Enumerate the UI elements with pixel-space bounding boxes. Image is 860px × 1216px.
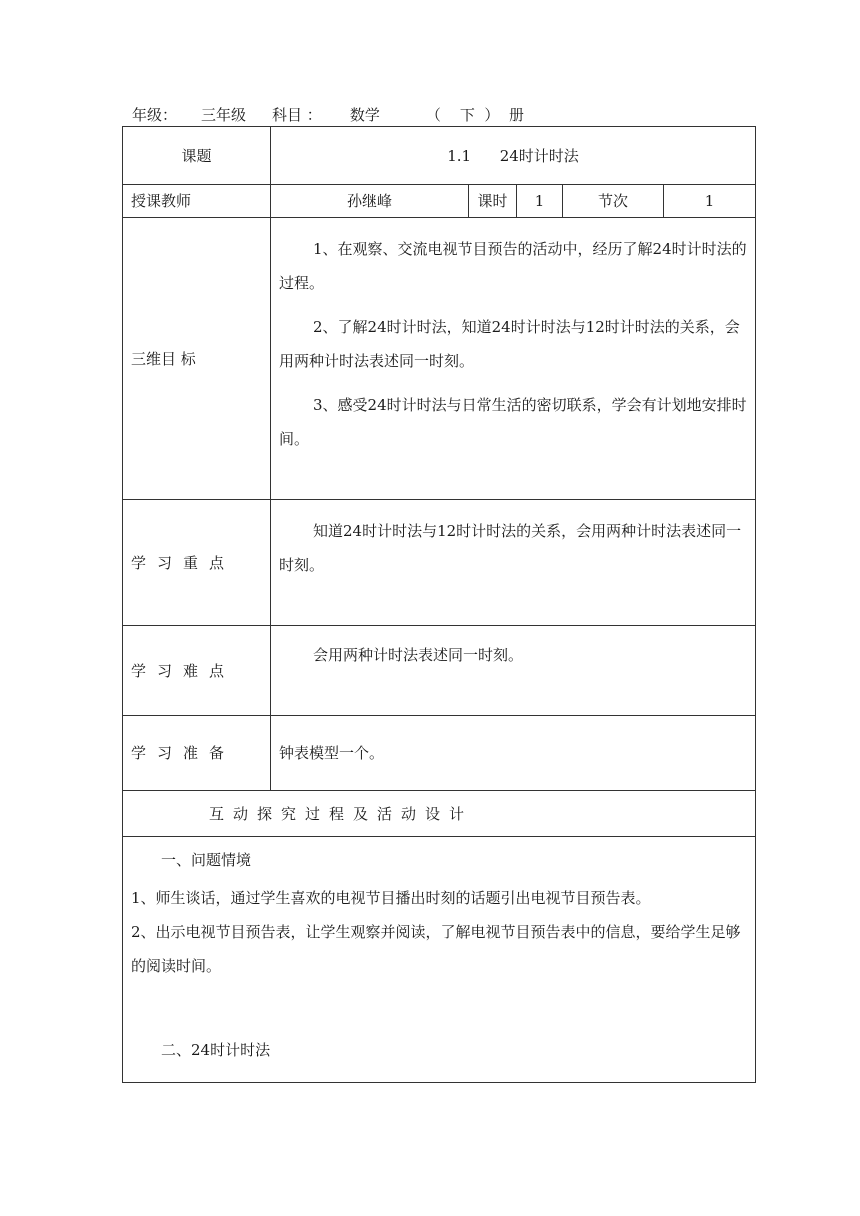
period-label: 课时 xyxy=(469,185,517,218)
teacher-value: 孙继峰 xyxy=(271,185,469,218)
goals-row xyxy=(123,218,756,500)
topic-row xyxy=(123,127,756,185)
grade-value: 三年级 xyxy=(201,106,247,124)
subject-value: 数学 xyxy=(349,106,380,124)
process-content-row xyxy=(123,837,756,1083)
topic-label: 课题 xyxy=(123,127,271,185)
teacher-label: 授课教师 xyxy=(123,185,271,218)
preparation-label: 学习准备 xyxy=(123,716,271,791)
lesson-plan-table xyxy=(122,126,756,1083)
section-title: 二、24时计时法 xyxy=(161,1041,271,1059)
process-line: 2、出示电视节目预告表，让学生观察并阅读，了解电视节目预告表中的信息，要给学生足够的阅读时间。 xyxy=(131,923,741,975)
key-points-row xyxy=(123,500,756,626)
goal-item: 3、感受24时计时法与日常生活的密切联系，学会有计划地安排时间。 xyxy=(279,396,747,448)
goals-label: 三维目 标 xyxy=(123,218,271,500)
section-label: 节次 xyxy=(563,185,664,218)
goal-item: 1、在观察、交流电视节目预告的活动中，经历了解24时计时法的过程。 xyxy=(279,240,747,292)
process-title-row xyxy=(123,791,756,837)
key-points-content xyxy=(271,500,756,626)
topic-value: 1.1 24时计时法 xyxy=(271,127,756,185)
key-points-label: 学习重点 xyxy=(123,500,271,626)
section-value: 1 xyxy=(664,185,756,218)
header-line xyxy=(132,104,524,126)
subject-label: 科目 ： xyxy=(272,106,322,124)
difficulties-label: 学习难点 xyxy=(123,626,271,716)
goal-item: 2、了解24时计时法，知道24时计时法与12时计时法的关系，会用两种计时法表述同一时刻。 xyxy=(279,318,740,370)
teacher-row xyxy=(123,185,756,218)
difficulties-content xyxy=(271,626,756,716)
section-title: 一、问题情境 xyxy=(161,851,252,869)
difficulties-row xyxy=(123,626,756,716)
difficulties-text: 会用两种计时法表述同一时刻。 xyxy=(313,646,524,664)
volume-label: （ 下 ） 册 xyxy=(425,106,524,124)
process-line: 1、师生谈话，通过学生喜欢的电视节目播出时刻的话题引出电视节目预告表。 xyxy=(131,889,651,907)
key-points-text: 知道24时计时法与12时计时法的关系，会用两种计时法表述同一时刻。 xyxy=(279,522,742,574)
preparation-text: 钟表模型一个。 xyxy=(271,716,756,791)
grade-label: 年级： xyxy=(132,106,178,124)
process-title: 互动探究过程及活动设计 xyxy=(123,791,756,837)
period-value: 1 xyxy=(517,185,563,218)
goals-content xyxy=(271,218,756,500)
preparation-row xyxy=(123,716,756,791)
process-content xyxy=(123,837,756,1083)
